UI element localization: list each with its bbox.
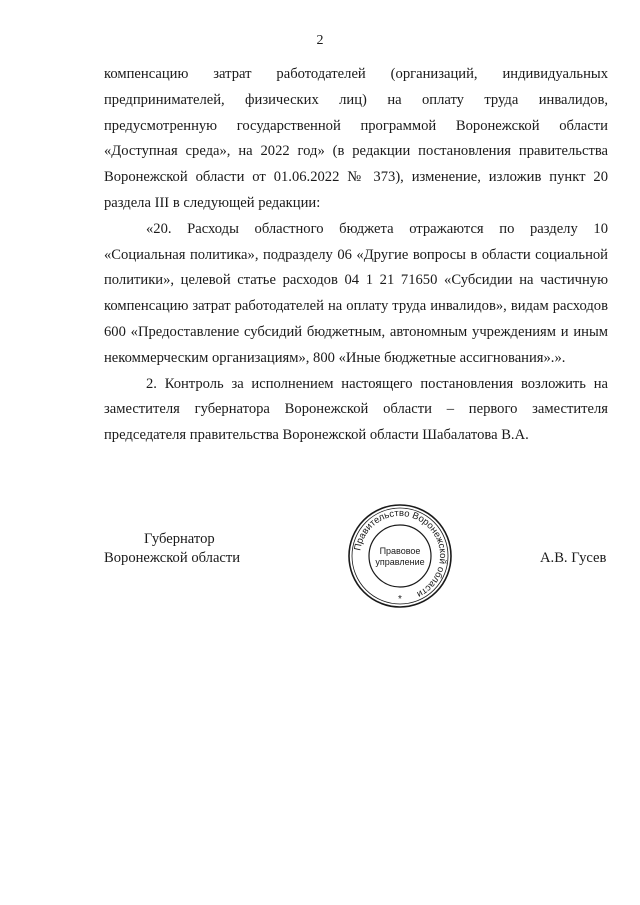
- stamp-center-line1: Правовое: [379, 546, 421, 556]
- stamp-graphic: [347, 503, 453, 609]
- signatory-title-line2: Воронежской области: [104, 550, 241, 566]
- official-stamp: [347, 503, 453, 609]
- signatory-name: А.В. Гусев: [540, 550, 607, 566]
- stamp-center-line2: управление: [375, 557, 425, 567]
- signatory-title-line1: Губернатор: [144, 531, 215, 547]
- page-number: 2: [316, 33, 324, 48]
- stamp-star: *: [398, 594, 402, 605]
- paragraph-continuation: компенсацию затрат работодателей (организаций, индивидуальных предпринимателей, физических лиц) на оплату труда инвалидов, предусмотренную государственной программой Воронежской области «Доступная среда», на 2022 год» (в редакции постановления правительства Воронежской области от 01.06.2022 № 373), изменение, изложив пункт 20 раздела III в следующей редакции:: [104, 66, 608, 211]
- signatory-title: [104, 530, 240, 568]
- document-body: [104, 62, 608, 449]
- paragraph-clause-20: «20. Расходы областного бюджета отражаются по разделу 10 «Социальная политика», подразделу 06 «Другие вопросы в области социальной политики», целевой статье расходов 04 1 21 71650 «Субсидии на частичную компенсацию затрат работодателей на оплату труда инвалидов», видам расходов 600 «Предоставление субсидий бюджетным, автономным учреждениям и иным некоммерческим организациям», 800 «Иные бюджетные ассигнования».».: [104, 220, 608, 366]
- stamp-ring-text: Правительство Воронежской области: [352, 507, 449, 600]
- paragraph-item-2: 2. Контроль за исполнением настоящего постановления возложить на заместителя губернатора Воронежской области – первого заместителя председателя правительства Воронежской области Шабалатова В.А.: [104, 375, 608, 444]
